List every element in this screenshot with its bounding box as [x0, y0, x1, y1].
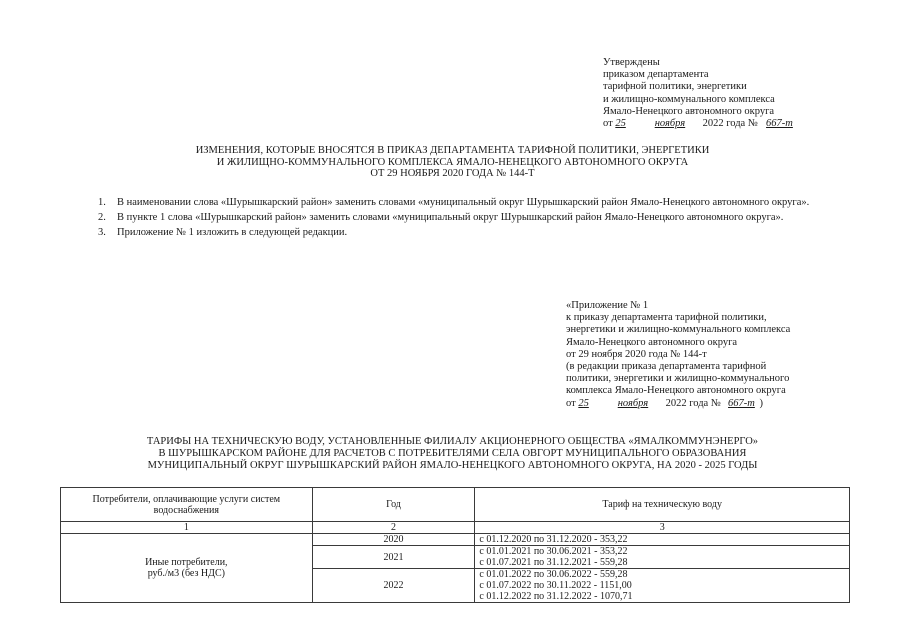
changes-list	[98, 197, 850, 242]
column-number: 2	[312, 522, 475, 534]
rate-cell	[475, 534, 850, 546]
list-item	[98, 197, 850, 209]
approval-date-month: ноября	[654, 118, 686, 130]
item-number: 2.	[98, 212, 106, 223]
consumer-cell	[61, 534, 313, 603]
appendix-line: «Приложение № 1	[566, 300, 649, 311]
header-tariff: Тариф на техническую воду	[475, 488, 850, 522]
rate-period: с 01.12.2022 по 31.12.2022 - 1070,71	[479, 591, 633, 602]
title-line: ИЗМЕНЕНИЯ, КОТОРЫЕ ВНОСЯТСЯ В ПРИКАЗ ДЕПАРТАМЕНТА ТАРИФНОЙ ПОЛИТИКИ, ЭНЕРГЕТИКИ	[195, 145, 710, 156]
approval-date-prefix: от	[603, 118, 613, 130]
tariff-title-line: ТАРИФЫ НА ТЕХНИЧЕСКУЮ ВОДУ, УСТАНОВЛЕННЫЕ ФИЛИАЛУ АКЦИОНЕРНОГО ОБЩЕСТВА «ЯМАЛКОММУНЭНЕРГО»	[146, 436, 759, 447]
approval-line: и жилищно-коммунального комплекса	[603, 93, 775, 105]
list-item	[98, 212, 850, 224]
year-cell: 2020	[312, 534, 475, 546]
approval-line: Утверждены	[603, 57, 660, 68]
column-number: 1	[61, 522, 313, 534]
appendix-date-month: ноября	[617, 397, 649, 409]
approval-line: приказом департамента	[603, 69, 709, 81]
year-cell: 2022	[312, 569, 475, 603]
appendix-line: от 29 ноября 2020 года № 144-т	[566, 348, 707, 360]
column-number: 3	[475, 522, 850, 534]
rate-period: с 01.12.2020 по 31.12.2020 - 353,22	[479, 534, 628, 545]
appendix-date-close: )	[759, 397, 763, 409]
appendix-date-prefix: от	[566, 397, 576, 409]
consumer-unit: руб./м3 (без НДС)	[147, 568, 225, 579]
year-cell: 2021	[312, 546, 475, 569]
item-text: Приложение № 1 изложить в следующей редакции.	[117, 227, 348, 238]
header-year: Год	[312, 488, 475, 522]
tariff-title-line: В ШУРЫШКАРСКОМ РАЙОНЕ ДЛЯ РАСЧЕТОВ С ПОТРЕБИТЕЛЯМИ СЕЛА ОВГОРТ МУНИЦИПАЛЬНОГО ОБРАЗОВАНИЯ	[158, 447, 747, 459]
rate-period: с 01.01.2022 по 30.06.2022 - 559,28	[479, 569, 628, 580]
item-text: В пункте 1 слова «Шурышкарский район» заменить словами «муниципальный округ Шурышкарский район Ямало-Ненецкого автономного округа».	[117, 212, 784, 223]
rate-cell	[475, 569, 850, 603]
approval-date-day: 25	[615, 118, 626, 130]
approval-date-line	[603, 118, 798, 130]
header-consumers: Потребители, оплачивающие услуги систем водоснабжения	[61, 488, 313, 522]
approval-date-year: 2022 года №	[702, 118, 758, 130]
item-text: В наименовании слова «Шурышкарский район» заменить словами «муниципальный округ Шурышкарский район Ямало-Ненецкого автономного округа».	[117, 197, 810, 208]
appendix-line: энергетики и жилищно-коммунального комплекса	[566, 324, 791, 336]
rate-cell	[475, 546, 850, 569]
document-title	[60, 145, 845, 180]
approval-order-number: 667-т	[766, 118, 793, 130]
item-number: 3.	[98, 227, 106, 238]
approval-line: тарифной политики, энергетики	[603, 81, 747, 93]
approval-line: Ямало-Ненецкого автономного округа	[603, 105, 775, 117]
appendix-line: Ямало-Ненецкого автономного округа	[566, 336, 738, 348]
appendix-line: политики, энергетики и жилищно-коммунального	[566, 373, 790, 385]
rate-period: с 01.07.2021 по 31.12.2021 - 559,28	[479, 557, 628, 568]
tariff-title-line: МУНИЦИПАЛЬНЫЙ ОКРУГ ШУРЫШКАРСКИЙ РАЙОН ЯМАЛО-НЕНЕЦКОГО АВТОНОМНОГО ОКРУГА, НА 2020 - 2025 ГОДЫ	[147, 459, 758, 471]
appendix-date-day: 25	[578, 397, 589, 409]
title-line: ОТ 29 НОЯБРЯ 2020 ГОДА № 144-Т	[370, 168, 535, 180]
approval-block	[603, 57, 798, 130]
item-number: 1.	[98, 197, 106, 208]
consumer-label: Иные потребители,	[145, 557, 228, 568]
table-row	[61, 534, 850, 546]
rate-period: с 01.07.2022 по 30.11.2022 - 1151,00	[479, 580, 632, 591]
appendix-line: к приказу департамента тарифной политики,	[566, 312, 767, 324]
table-header-row	[61, 488, 850, 522]
appendix-date-year: 2022 года №	[665, 397, 721, 409]
column-number-row	[61, 522, 850, 534]
appendix-line: (в редакции приказа департамента тарифной	[566, 361, 767, 373]
list-item	[98, 227, 850, 239]
appendix-line: комплекса Ямало-Ненецкого автономного округа	[566, 385, 786, 397]
appendix-block	[566, 300, 790, 410]
tariff-table	[60, 487, 850, 603]
rate-period: с 01.01.2021 по 30.06.2021 - 353,22	[479, 546, 628, 557]
appendix-order-number: 667-т	[728, 397, 755, 409]
title-line: И ЖИЛИЩНО-КОММУНАЛЬНОГО КОМПЛЕКСА ЯМАЛО-НЕНЕЦКОГО АВТОНОМНОГО ОКРУГА	[216, 156, 689, 168]
tariff-title	[40, 436, 865, 471]
appendix-date-line	[566, 398, 790, 410]
